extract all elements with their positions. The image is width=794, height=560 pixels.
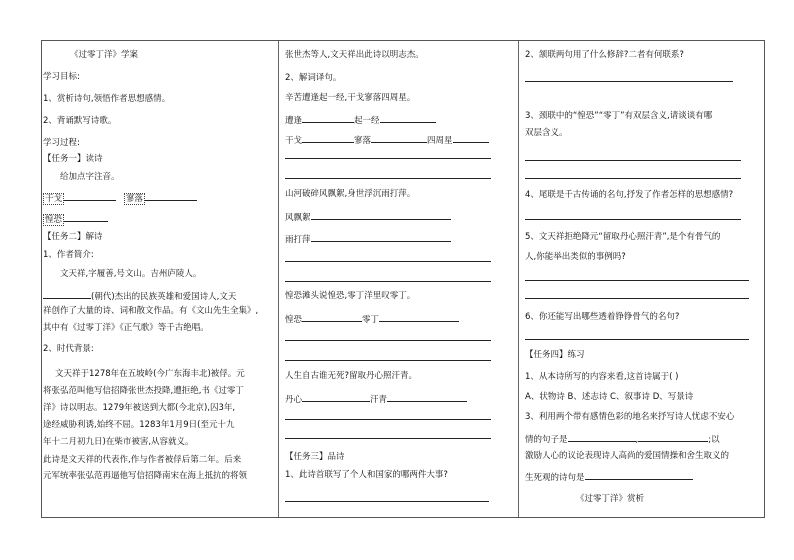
appreciation-heading: 《过零丁洋》赏析	[576, 494, 645, 504]
answer-line[interactable]	[525, 298, 749, 299]
background-heading: 2、时代背景:	[43, 344, 94, 354]
task-2-heading: 【任务二】解诗	[43, 232, 103, 242]
task-1-heading: 【任务一】读诗	[43, 154, 103, 164]
answer-line[interactable]	[525, 219, 741, 220]
background-line-6: 此诗是文天祥的代表作,作与作者被俘后第二年。后来	[43, 455, 242, 465]
process-heading: 学习过程:	[43, 138, 80, 148]
answer-line[interactable]	[525, 280, 749, 281]
task-3-heading: 【任务三】品诗	[285, 452, 345, 462]
task-4-heading: 【任务四】练习	[525, 350, 585, 360]
poem-line-4: 人生自古谁无死?留取丹心照汗青。	[285, 371, 418, 381]
page-title: 《过零丁洋》学案	[70, 50, 139, 60]
exercise-3-line-1: 3、利用两个带有感情色彩的地名来抒写诗人忧虑不安心	[525, 412, 735, 422]
blank-danxin[interactable]	[302, 392, 370, 402]
blank-lingding[interactable]	[379, 312, 459, 322]
background-line-7: 元军统率张弘范再逼他写信招降南宋在海上抵抗的将领	[43, 471, 248, 481]
poem-line-1: 辛苦遭逢起一经,干戈寥落四周星。	[285, 93, 416, 103]
exercise-3-line-4: 生死观的诗句是	[525, 470, 693, 484]
blank-liaoluo[interactable]	[371, 133, 427, 143]
question-6: 6、你还能写出哪些透着铮铮骨气的名句?	[525, 312, 680, 322]
question-5-line-1: 5、文天祥拒绝降元“留取丹心照汗青”,是个有骨气的	[525, 232, 721, 242]
exercise-1: 1、从本诗所写的内容来看,这首诗属于( )	[525, 372, 679, 382]
exercise-3-blank-2[interactable]	[638, 432, 708, 442]
answer-line[interactable]	[525, 81, 733, 82]
author-line-1: 文天祥,字履善,号文山。吉州庐陵人。	[60, 269, 202, 279]
exercise-1-options: A、状物诗 B、述志诗 C、叙事诗 D、写景诗	[525, 392, 694, 402]
author-heading: 1、作者简介:	[43, 250, 94, 260]
exercise-3-line-2: 情的句子是 , ;以	[525, 432, 720, 446]
background-line-2: 将张弘范叫他写信招降张世杰投降,遭拒绝,书《过零丁	[43, 386, 244, 396]
goals-heading: 学习目标:	[43, 72, 80, 82]
background-line-5: 年十二月初九日)在柴市被害,从容就义。	[43, 437, 194, 447]
goal-1: 1、赏析诗句,领悟作者思想感情。	[43, 94, 171, 104]
answer-line[interactable]	[525, 160, 741, 161]
question-2: 2、颔联两句用了什么修辞?二者有何联系?	[525, 50, 684, 60]
question-4: 4、尾联是千古传诵的名句,抒发了作者怎样的思想感情?	[525, 190, 734, 200]
pinyin-item-3	[43, 212, 108, 226]
explain-row-4: 雨打萍	[285, 232, 451, 246]
explain-heading: 2、解词译句。	[285, 73, 342, 83]
exercise-3-blank-1[interactable]	[568, 432, 636, 442]
exercise-3-line-3: 激励人心的议论表现诗人高尚的爱国情操和舍生取义的	[525, 451, 730, 461]
pinyin-word-3: 惶恐	[45, 215, 63, 225]
pinyin-blank-1[interactable]	[64, 191, 116, 201]
pinyin-word-1: 干戈	[45, 194, 63, 204]
answer-line[interactable]	[525, 178, 741, 179]
pinyin-blank-2[interactable]	[145, 191, 197, 201]
pinyin-item-1	[43, 191, 116, 205]
answer-line[interactable]	[285, 340, 491, 341]
background-line-3: 洋》诗以明志。1279年被送到大都(今北京),囚3年,	[43, 403, 236, 413]
explain-row-1: 遭逢 起一经	[285, 113, 436, 127]
pinyin-blank-3[interactable]	[64, 212, 108, 222]
blank-hanqing[interactable]	[387, 392, 467, 402]
poem-line-2: 山河破碎风飘絮,身世浮沉雨打萍。	[285, 189, 416, 199]
pinyin-word-2: 寥落	[126, 194, 144, 204]
answer-line[interactable]	[285, 158, 491, 159]
exercise-3-blank-3[interactable]	[585, 470, 693, 480]
author-line-3: 祥创作了大量的诗、词和散文作品。有《文山先生全集》,	[43, 306, 259, 316]
answer-line[interactable]	[285, 281, 491, 282]
background-continued: 张世杰等人,文天祥出此诗以明志杰。	[285, 50, 424, 60]
pinyin-item-2	[124, 191, 197, 205]
question-1: 1、此诗首联写了个人和国家的哪两件大事?	[285, 470, 448, 480]
column-divider-1	[278, 41, 279, 517]
author-line-2: (朝代)杰出的民族英雄和爱国诗人,文天	[43, 289, 236, 303]
question-3-line-1: 3、颈联中的“惶恐”“零丁”有双层含义,请谈谈有哪	[525, 111, 713, 121]
answer-line[interactable]	[285, 360, 491, 361]
answer-line[interactable]	[285, 501, 489, 502]
explain-row-5: 惶恐 零丁	[285, 312, 459, 326]
background-line-4: 途经威胁利诱,始终不屈。1283年1月9日(至元十九	[43, 420, 235, 430]
blank-sizhouxing[interactable]	[453, 133, 489, 143]
explain-row-3: 风飘絮	[285, 210, 451, 224]
answer-line[interactable]	[525, 339, 749, 340]
answer-line[interactable]	[285, 419, 491, 420]
dynasty-blank[interactable]	[43, 289, 91, 299]
answer-line[interactable]	[285, 178, 491, 179]
poem-line-3: 惶恐滩头说惶恐,零丁洋里叹零丁。	[285, 291, 416, 301]
answer-line[interactable]	[285, 438, 491, 439]
blank-huangkong[interactable]	[302, 312, 362, 322]
explain-row-6: 丹心 汗青	[285, 392, 467, 406]
question-3-line-2: 双层含义。	[525, 128, 568, 138]
explain-row-2: 干戈 寥落 四周星	[285, 133, 489, 147]
blank-fengpiaoxu[interactable]	[311, 210, 451, 220]
question-5-line-2: 人,你能举出类似的事例吗?	[525, 252, 626, 262]
blank-zaofeng[interactable]	[302, 113, 354, 123]
background-line-1: 文天祥于1278年在五坡岭(今广东海丰北)被俘。元	[55, 369, 245, 379]
blank-yudaping[interactable]	[311, 232, 451, 242]
author-line-4: 其中有《过零丁洋》《正气歌》等千古绝唱。	[43, 323, 209, 333]
column-divider-2	[518, 41, 519, 517]
blank-gange[interactable]	[302, 133, 354, 143]
blank-qiyijing[interactable]	[380, 113, 436, 123]
pinyin-prompt: 给加点字注音。	[60, 172, 120, 182]
answer-line[interactable]	[285, 261, 491, 262]
goal-2: 2、背诵默写诗歌。	[43, 116, 117, 126]
